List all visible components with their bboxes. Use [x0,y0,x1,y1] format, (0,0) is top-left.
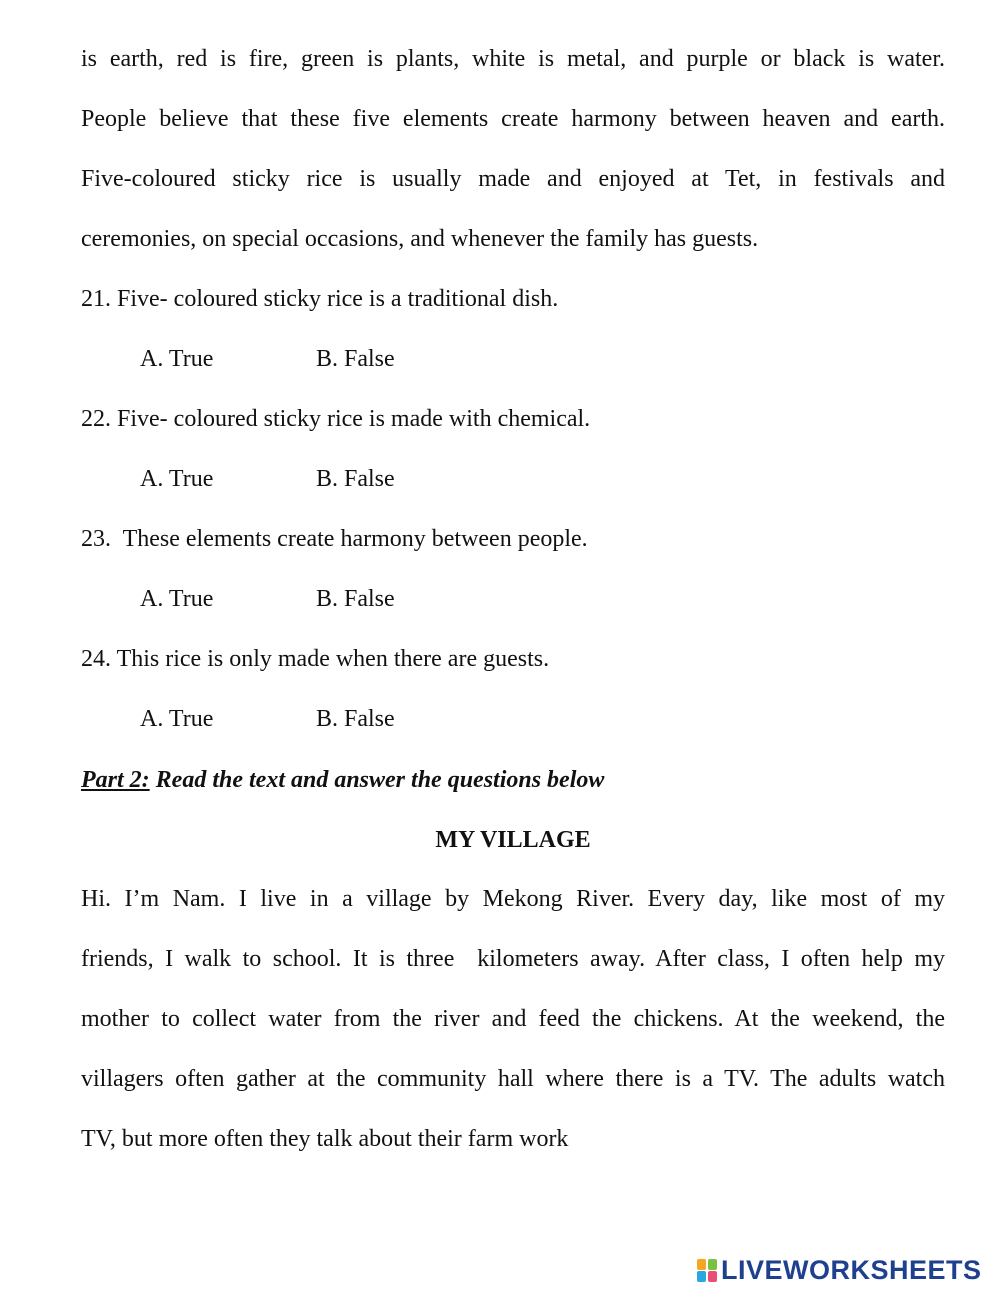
liveworksheets-logo-text: LIVEWORKSHEETS [721,1255,982,1285]
question-23-option-b[interactable]: B. False [316,586,395,612]
passage-line-1: is earth, red is fire, green is plants, white is metal, and purple or black is water. [81,46,945,72]
passage-line-3: Five-coloured sticky rice is usually made and enjoyed at Tet, in festivals and [81,166,945,192]
passage-title: MY VILLAGE [435,827,591,853]
village-passage-line-2: friends, I walk to school. It is three kilometers away. After class, I often help my [81,946,945,972]
part-2-heading [81,765,945,795]
village-passage-line-4: villagers often gather at the community hall where there is a TV. The adults watch [81,1066,945,1092]
question-21-option-a[interactable]: A. True [140,346,214,372]
village-passage-line-1: Hi. I’m Nam. I live in a village by Mekong River. Every day, like most of my [81,886,945,912]
question-24-option-b[interactable]: B. False [316,706,395,732]
part-2-label: Part 2: [81,767,150,793]
question-22-option-a[interactable]: A. True [140,466,214,492]
question-22-option-b[interactable]: B. False [316,466,395,492]
question-24: 24. This rice is only made when there are guests. [81,646,550,672]
village-passage-line-5: TV, but more often they talk about their farm work [81,1126,569,1152]
question-23-option-a[interactable]: A. True [140,586,214,612]
part-2-instruction: Read the text and answer the questions below [149,767,605,793]
village-passage-line-3: mother to collect water from the river and feed the chickens. At the weekend, the [81,1006,945,1032]
question-24-option-a[interactable]: A. True [140,706,214,732]
liveworksheets-logo-icon [697,1257,719,1283]
question-22: 22. Five- coloured sticky rice is made with chemical. [81,406,591,432]
passage-line-2: People believe that these five elements create harmony between heaven and earth. [81,106,945,132]
question-23: 23. These elements create harmony between people. [81,526,588,552]
liveworksheets-logo[interactable] [697,1253,982,1287]
passage-line-4: ceremonies, on special occasions, and whenever the family has guests. [81,226,759,252]
question-21-option-b[interactable]: B. False [316,346,395,372]
question-21: 21. Five- coloured sticky rice is a traditional dish. [81,286,559,312]
